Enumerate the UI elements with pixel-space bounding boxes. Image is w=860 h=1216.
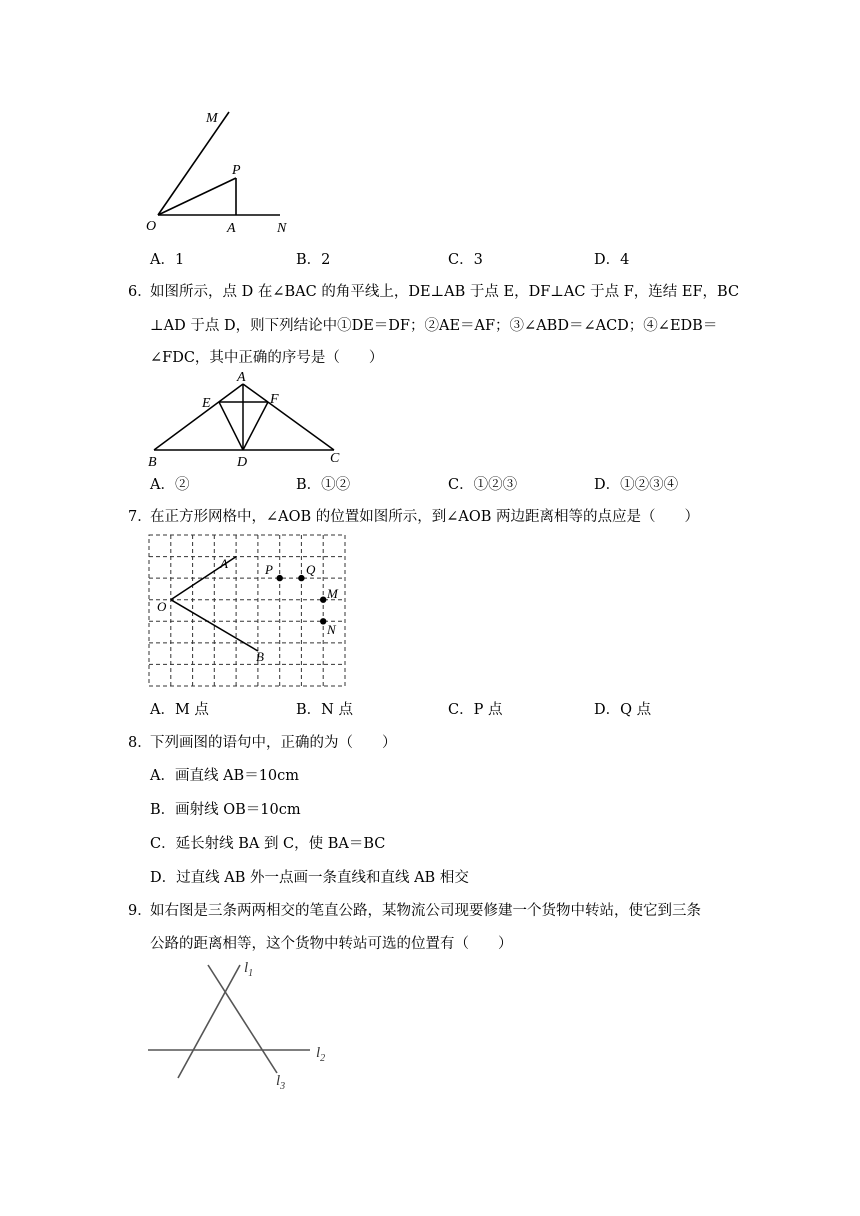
q8-option-a: A．画直线 AB＝10cm [150,768,300,784]
label-m: M [206,111,218,126]
q6-stem-line3: ∠FDC，其中正确的序号是（ ） [150,350,384,366]
point-q [298,575,304,581]
grid-lines [149,535,345,686]
q7-option-c: C．P 点 [448,702,503,718]
label-o: O [157,599,167,614]
q8-option-b: B．画射线 OB＝10cm [150,802,301,818]
label-a: A [220,556,228,571]
q8-option-c: C．延长射线 BA 到 C，使 BA＝BC [150,836,386,852]
label-p: P [265,562,273,577]
label-b: B [256,649,264,664]
q8-stem-line1: 下列画图的语句中，正确的为（ ） [150,735,397,751]
q5-option-d: D．4 [594,252,630,268]
segment-ab [154,384,243,450]
q7-stem-line1: 在正方形网格中，∠AOB 的位置如图所示，到∠AOB 两边距离相等的点应是（ ） [150,509,700,525]
segment-ed [219,402,243,450]
label-n: N [327,622,336,637]
label-l3: $l_3$ [276,1073,286,1092]
label-n: N [277,221,287,236]
q7-option-a: A．M 点 [150,702,209,718]
segment-op [158,178,236,215]
q5-option-b: B．2 [296,252,331,268]
q6-option-c: C．①②③ [448,477,518,493]
segment-ac [243,384,334,450]
q6-figure [140,370,360,470]
point-m [320,597,326,603]
label-d: D [237,455,248,470]
label-l1: $l_1$ [244,960,254,979]
q6-option-a: A．② [150,477,190,493]
label-m: M [327,586,338,601]
q7-option-d: D．Q 点 [594,702,652,718]
q5-figure [140,100,300,240]
label-a: A [227,221,236,236]
q8-number: 8． [128,735,152,751]
q9-stem-line2: 公路的距离相等，这个货物中转站可选的位置有（ ） [150,936,513,952]
label-b: B [148,455,157,470]
q5-option-a: A．1 [150,252,185,268]
q5-option-c: C．3 [448,252,483,268]
q6-option-b: B．①② [296,477,351,493]
label-c: C [330,451,340,466]
label-f: F [270,392,279,407]
label-e: E [202,396,211,411]
q7-option-b: B．N 点 [296,702,353,718]
q8-option-d: D．过直线 AB 外一点画一条直线和直线 AB 相交 [150,870,469,886]
q6-stem-line2: ⊥AD 于点 D，则下列结论中①DE＝DF；②AE＝AF；③∠ABD＝∠ACD；④∠EDB＝ [150,318,718,334]
q7-number: 7． [128,509,152,525]
q9-stem-line1: 如右图是三条两两相交的笔直公路，某物流公司现要修建一个货物中转站，使它到三条 [150,903,701,919]
point-p [277,575,283,581]
q9-roads-figure [140,955,350,1095]
point-n [320,618,326,624]
q6-option-d: D．①②③④ [594,477,679,493]
q7-grid-figure [148,534,348,690]
ray-om [158,112,229,215]
label-q: Q [306,562,316,577]
segment-fd [243,402,268,450]
q9-number: 9． [128,903,152,919]
q6-number: 6． [128,284,152,300]
road-l3 [208,965,277,1073]
label-p: P [232,163,241,178]
q6-stem-line1: 如图所示，点 D 在∠BAC 的角平线上，DE⊥AB 于点 E，DF⊥AC 于点 F，连结 EF，BC [150,284,740,300]
label-o: O [146,219,157,234]
road-l1 [178,965,240,1078]
label-l2: $l_2$ [316,1045,326,1064]
label-a: A [237,370,246,385]
